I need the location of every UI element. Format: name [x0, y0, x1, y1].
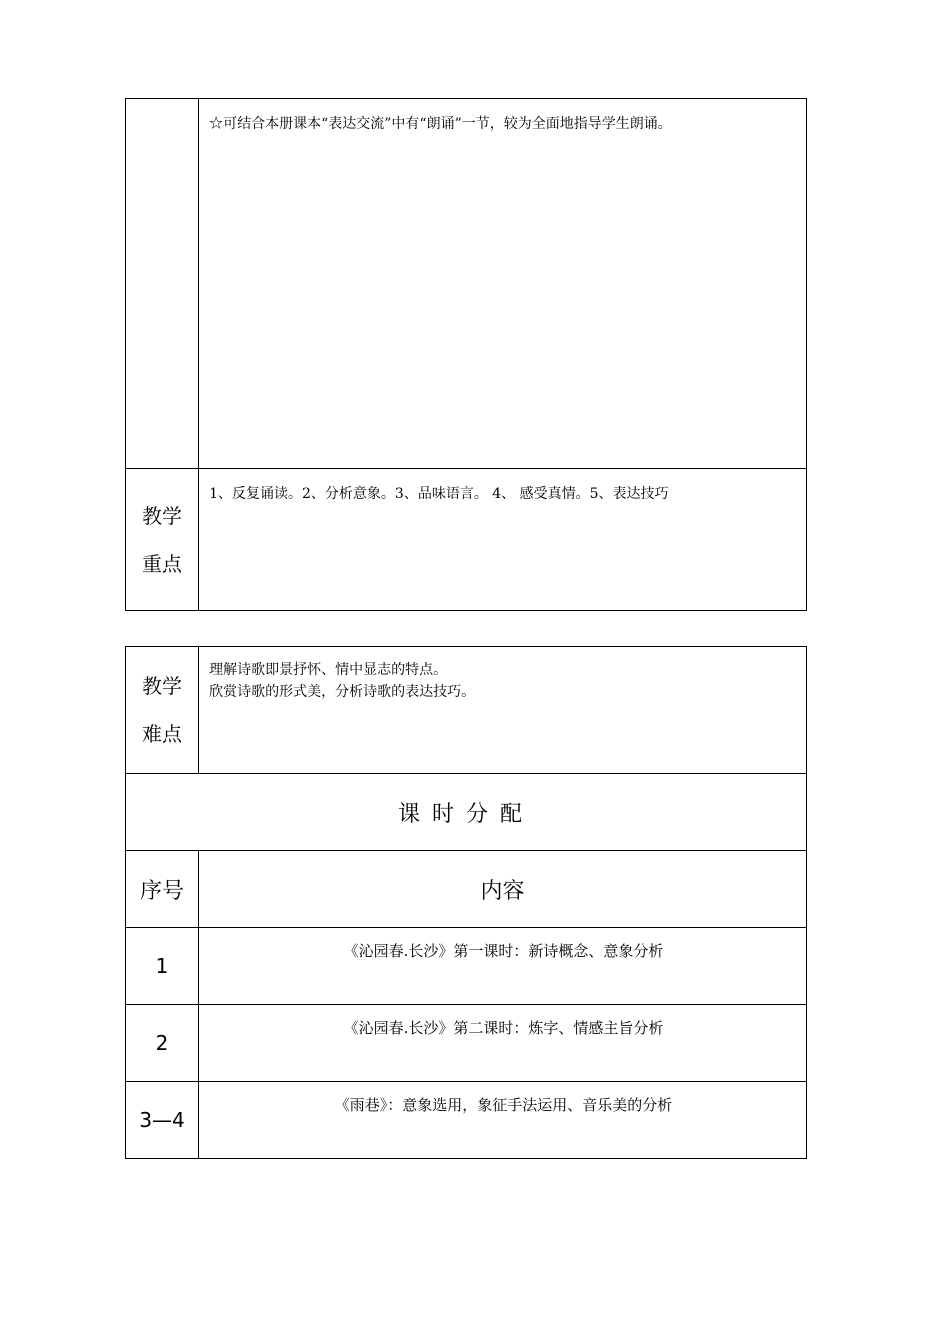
lesson-plan-table-bottom	[125, 646, 807, 1159]
row-number: 1	[126, 928, 199, 1005]
table-row	[126, 1005, 807, 1082]
difficulties-label	[126, 647, 199, 774]
difficulties-label-line2: 难点	[142, 722, 183, 746]
difficulties-row	[126, 647, 807, 774]
section-title: 课时分配	[126, 774, 807, 851]
row-content-text: 《雨巷》：意象选用，象征手法运用、音乐美的分析	[334, 1096, 673, 1114]
key-points-label	[126, 469, 199, 611]
difficulties-line: 理解诗歌即景抒怀、情中显志的特点。	[209, 662, 448, 678]
difficulties-text	[199, 647, 807, 774]
key-points-text: 1、反复诵读。2、分析意象。3、品味语言。 4、 感受真情。5、表达技巧	[199, 469, 807, 611]
row-content-text: 《沁园春.长沙》第一课时：新诗概念、意象分析	[343, 942, 664, 960]
note-row	[126, 99, 807, 469]
row-number: 3—4	[126, 1082, 199, 1159]
table-header-row	[126, 851, 807, 928]
note-text: ☆可结合本册课本“表达交流”中有“朗诵”一节，较为全面地指导学生朗诵。	[199, 99, 807, 469]
difficulties-line: 欣赏诗歌的形式美，分析诗歌的表达技巧。	[209, 684, 476, 700]
key-points-row	[126, 469, 807, 611]
key-points-label-line2: 重点	[142, 551, 183, 576]
section-title-row	[126, 774, 807, 851]
row-content	[199, 1005, 807, 1082]
lesson-plan-table-top	[125, 98, 807, 611]
header-number: 序号	[126, 851, 199, 928]
table-row	[126, 928, 807, 1005]
key-points-label-line1: 教学	[142, 503, 183, 528]
header-content: 内容	[199, 851, 807, 928]
note-label-cell	[126, 99, 199, 469]
row-content	[199, 928, 807, 1005]
row-number: 2	[126, 1005, 199, 1082]
row-content-text: 《沁园春.长沙》第二课时：炼字、情感主旨分析	[343, 1019, 664, 1037]
row-content	[199, 1082, 807, 1159]
table-row	[126, 1082, 807, 1159]
difficulties-label-line1: 教学	[142, 674, 183, 698]
